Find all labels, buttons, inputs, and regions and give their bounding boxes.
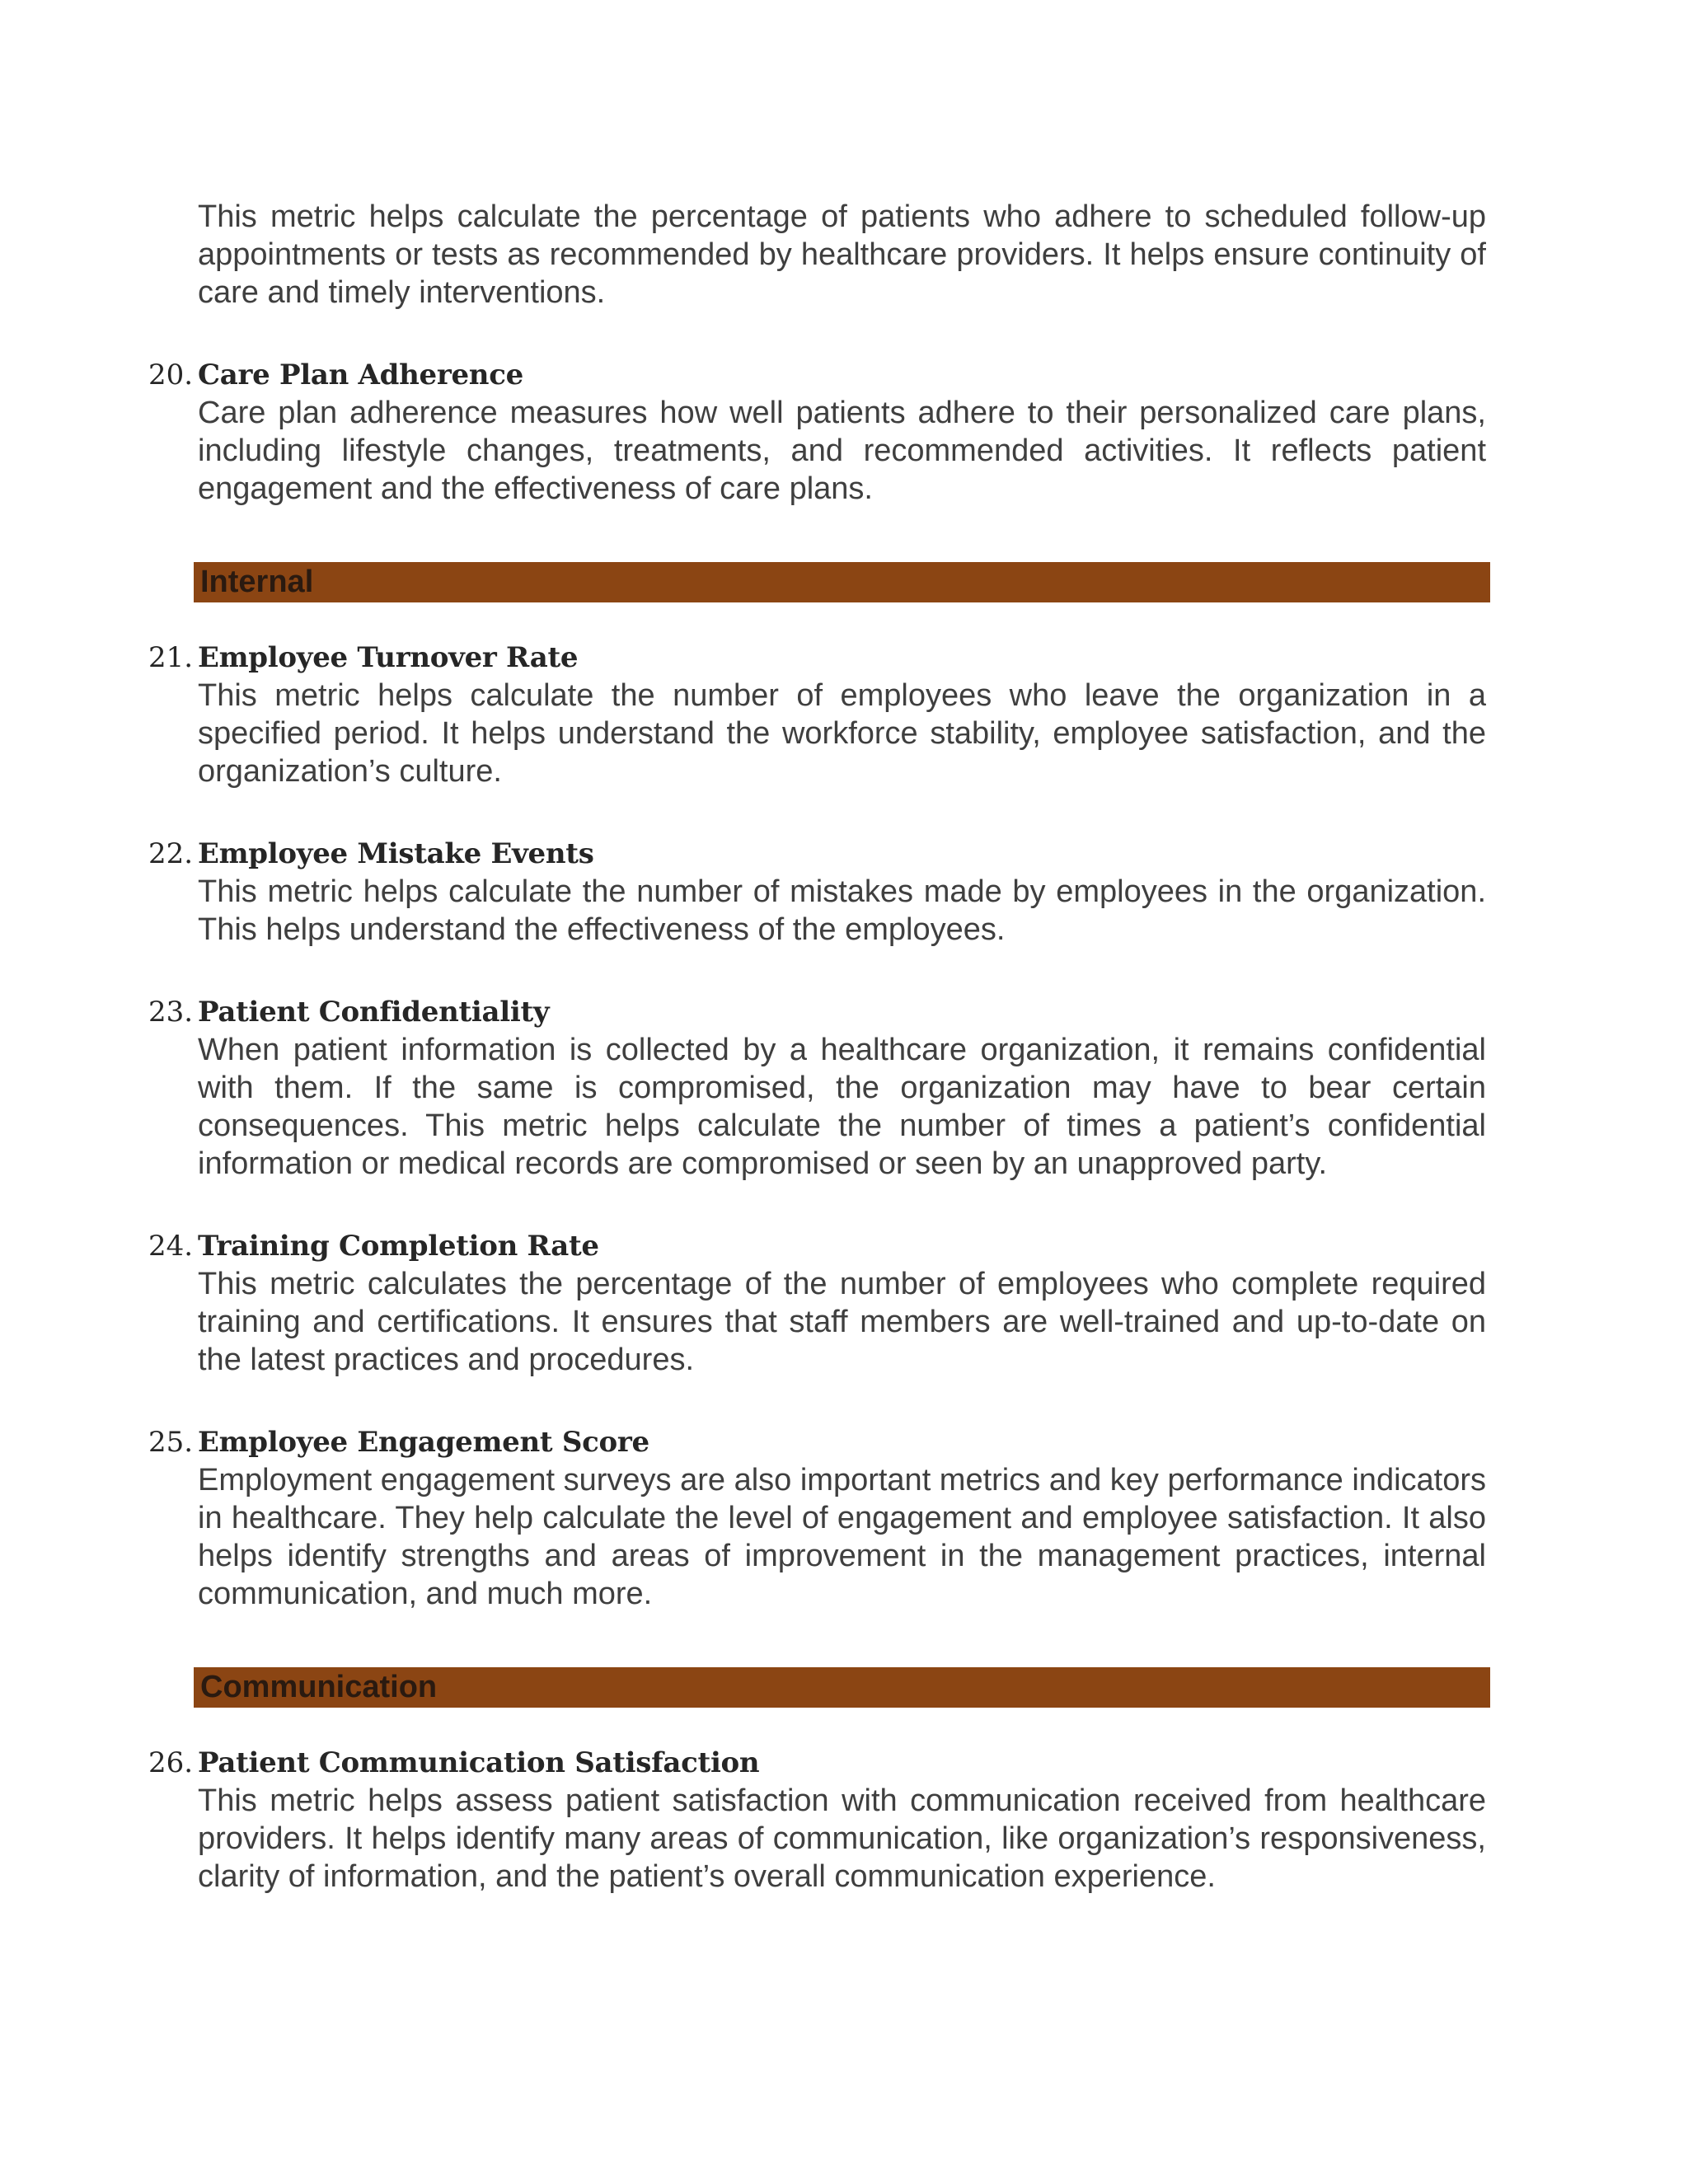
list-item-number: 25. <box>148 1426 194 1459</box>
list-item-number: 26. <box>148 1746 194 1779</box>
list-item-heading <box>148 835 1486 873</box>
list-item-employee-engagement-score <box>148 1423 1486 1613</box>
list-item-employee-turnover-rate <box>148 639 1486 790</box>
list-item-training-completion-rate <box>148 1227 1486 1379</box>
list-item-body: When patient information is collected by a healthcare organization, it remains confidential with them. If the same is compromised, the organization may have to bear certain consequences. This metric helps calculate the number of times a patient’s confidential information or medical records are compromised or seen by an unapproved party. <box>198 1033 1486 1181</box>
list-item-patient-communication-satisfaction <box>148 1744 1486 1896</box>
intro-paragraph: This metric helps calculate the percentage of patients who adhere to scheduled follow-up appointments or tests as recommended by healthcare providers. It helps ensure continuity of care and timely interventions. <box>198 199 1486 310</box>
list-item-care-plan-adherence <box>148 356 1486 508</box>
list-item-title: Employee Mistake Events <box>198 837 594 870</box>
list-item-heading <box>148 356 1486 394</box>
list-item-heading <box>148 1744 1486 1782</box>
list-item-body: Care plan adherence measures how well patients adhere to their personalized care plans, including lifestyle changes, treatments, and recommended activities. It reflects patient engagement and the effectiveness of care plans. <box>198 396 1486 506</box>
list-item-heading <box>148 1227 1486 1265</box>
list-item-number: 23. <box>148 996 194 1029</box>
list-item-body: This metric helps calculate the number of mistakes made by employees in the organization. This helps understand the effectiveness of the employees. <box>198 874 1486 947</box>
list-item-body: This metric helps assess patient satisfaction with communication received from healthcare providers. It helps identify many areas of communication, like organization’s responsiveness, clarity of information, and the patient’s overall communication experience. <box>198 1783 1486 1894</box>
section-header-communication: Communication <box>194 1667 1490 1708</box>
list-item-number: 21. <box>148 641 194 674</box>
list-item-heading <box>148 993 1486 1031</box>
section-header-internal: Internal <box>194 562 1490 602</box>
list-item-title: Care Plan Adherence <box>198 359 523 391</box>
list-item-heading <box>148 639 1486 677</box>
list-item-heading <box>148 1423 1486 1461</box>
list-item-employee-mistake-events <box>148 835 1486 949</box>
list-item-title: Patient Confidentiality <box>198 996 550 1029</box>
list-item-body: This metric calculates the percentage of the number of employees who complete required training and certifications. It ensures that staff members are well-trained and up-to-date on the latest practices and procedures. <box>198 1267 1486 1377</box>
list-item-title: Employee Engagement Score <box>198 1426 649 1459</box>
list-item-title: Training Completion Rate <box>198 1230 599 1263</box>
list-item-patient-confidentiality <box>148 993 1486 1183</box>
list-item-body: Employment engagement surveys are also important metrics and key performance indicators in healthcare. They help calculate the level of engagement and employee satisfaction. It also helps identify strengths and areas of improvement in the management practices, internal communication, and much more. <box>198 1463 1486 1611</box>
list-item-number: 22. <box>148 837 194 870</box>
list-item-number: 24. <box>148 1230 194 1263</box>
list-item-number: 20. <box>148 359 194 391</box>
page-content <box>148 198 1486 1896</box>
list-item-body: This metric helps calculate the number of employees who leave the organization in a specified period. It helps understand the workforce stability, employee satisfaction, and the organization’s culture. <box>198 678 1486 789</box>
list-item-title: Patient Communication Satisfaction <box>198 1746 760 1779</box>
list-item-title: Employee Turnover Rate <box>198 641 579 674</box>
